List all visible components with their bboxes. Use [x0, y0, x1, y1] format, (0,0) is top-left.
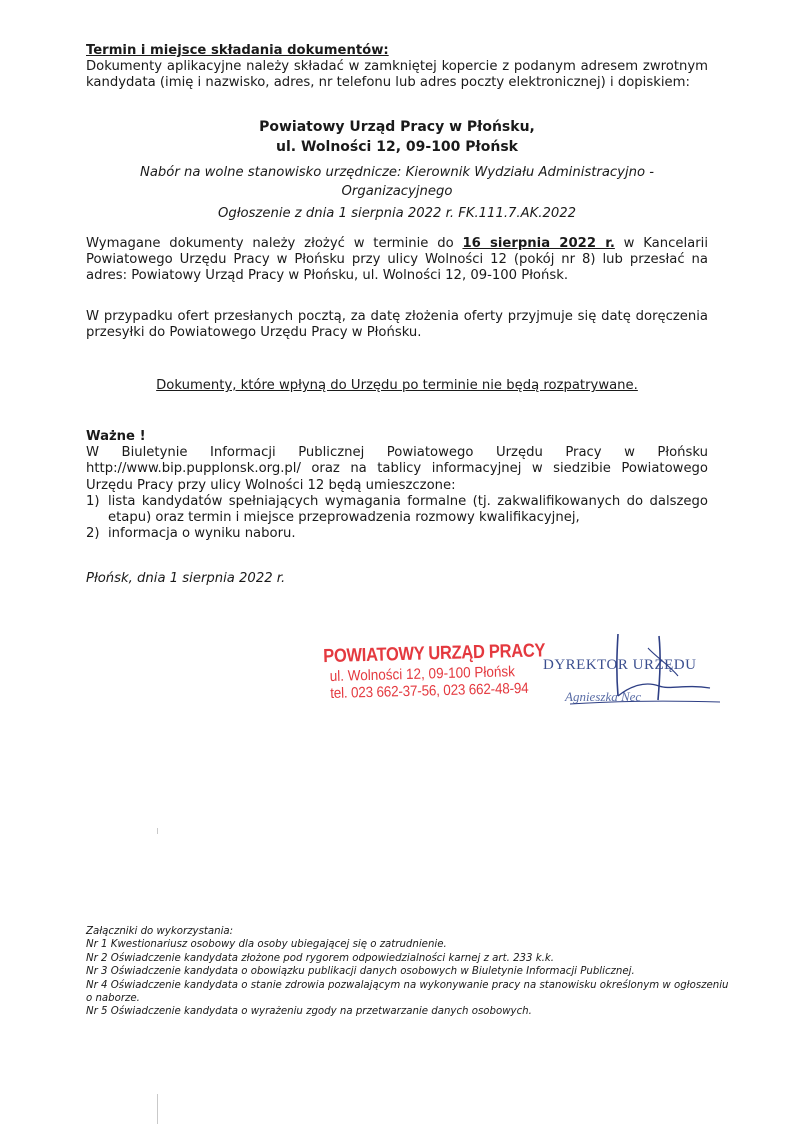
attachment-item: Nr 2 Oświadczenie kandydata złożone pod rygorem odpowiedzialności karnej z art. 233 k.k.	[86, 952, 555, 964]
list-item-number: 2)	[86, 526, 100, 542]
deadline-prefix: Wymagane dokumenty należy złożyć w terminie do	[86, 236, 463, 251]
attachment-item: Nr 5 Oświadczenie kandydata o wyrażeniu zgody na przetwarzanie danych osobowych.	[86, 1006, 532, 1018]
attachments-list	[86, 925, 736, 1019]
submission-intro: Dokumenty aplikacyjne należy składać w zamkniętej kopercie z podanym adresem zwrotnym kandydata (imię i nazwisko, adres, nr telefonu lub adres poczty elektronicznej) i dopiskiem:	[86, 59, 708, 91]
recruitment-line-1: Nabór na wolne stanowisko urzędnicze: Kierownik Wydziału Administracyjno -	[139, 165, 655, 180]
office-stamp-address: ul. Wolności 12, 09-100 Płońsk	[329, 662, 516, 685]
address-line-1: Powiatowy Urząd Pracy w Płońsku,	[259, 119, 535, 135]
announcement-line: Ogłoszenie z dnia 1 sierpnia 2022 r. FK.111.7.AK.2022	[217, 206, 577, 221]
attachment-item: Nr 3 Oświadczenie kandydata o obowiązku publikacji danych osobowych w Biuletynie Informacji Publicznej.	[86, 966, 635, 978]
director-signature	[560, 626, 730, 716]
list-item-number: 1)	[86, 493, 100, 509]
office-stamp-phone: tel. 023 662-37-56, 023 662-48-94	[330, 679, 529, 702]
important-heading: Ważne !	[86, 429, 146, 444]
list-item	[86, 494, 708, 526]
attachment-item: Nr 1 Kwestionariusz osobowy dla osoby ubiegającej się o zatrudnienie.	[86, 939, 447, 951]
deadline-suffix: w Kancelarii Powiatowego Urzędu Pracy w Płońsku przy ulicy Wolności 12 (pokój nr 8) lub przesłać na adres: Powiatowy Urząd Pracy w Płońsku, ul. Wolności 12, 09-100 Płońsk.	[86, 236, 708, 284]
list-item-text: lista kandydatów spełniających wymagania formalne (tj. zakwalifikowanych do dalszego etapu) oraz termin i miejsce przeprowadzenia rozmowy kwalifikacyjnej,	[108, 493, 708, 526]
address-line-2: ul. Wolności 12, 09-100 Płońsk	[276, 139, 518, 155]
office-stamp	[323, 640, 546, 702]
submission-section	[86, 43, 708, 92]
recruitment-line-2: Organizacyjnego	[341, 184, 453, 199]
director-title: DYREKTOR URZĘDU	[543, 657, 697, 673]
submission-heading: Termin i miejsce składania dokumentów:	[86, 43, 389, 58]
announcement-list	[86, 494, 708, 543]
deadline-date: 16 sierpnia 2022 r.	[462, 236, 615, 251]
late-notice: Dokumenty, które wpłyną do Urzędu po terminie nie będą rozpatrywane.	[156, 378, 638, 393]
margin-mark	[157, 1094, 158, 1124]
postal-note: W przypadku ofert przesłanych pocztą, za datę złożenia oferty przyjmuje się datę doręczenia przesyłki do Powiatowego Urzędu Pracy w Płońsku.	[86, 309, 708, 341]
list-item-text: informacja o wyniku naboru.	[108, 526, 296, 542]
director-name: Agnieszka Nec	[565, 689, 642, 704]
list-item	[86, 526, 708, 542]
recruitment-block	[86, 163, 708, 223]
address-block	[86, 117, 708, 157]
attachment-item: Nr 4 Oświadczenie kandydata o stanie zdrowia pozwalającym na wykonywanie pracy na stanowisku określonym w ogłoszeniu o naborze.	[86, 979, 729, 1005]
office-stamp-title: POWIATOWY URZĄD PRACY	[323, 640, 546, 667]
margin-mark	[157, 828, 158, 834]
important-text: W Biuletynie Informacji Publicznej Powiatowego Urzędu Pracy w Płońsku http://www.bip.pupplonsk.org.pl/ oraz na tablicy informacyjnej w siedzibie Powiatowego Urzędu Pracy przy ulicy Wolności 12 będą umieszczone:	[86, 445, 708, 493]
deadline-paragraph	[86, 236, 708, 285]
place-date: Płońsk, dnia 1 sierpnia 2022 r.	[86, 571, 286, 586]
attachments-heading: Załączniki do wykorzystania:	[86, 926, 234, 937]
important-section	[86, 429, 708, 542]
